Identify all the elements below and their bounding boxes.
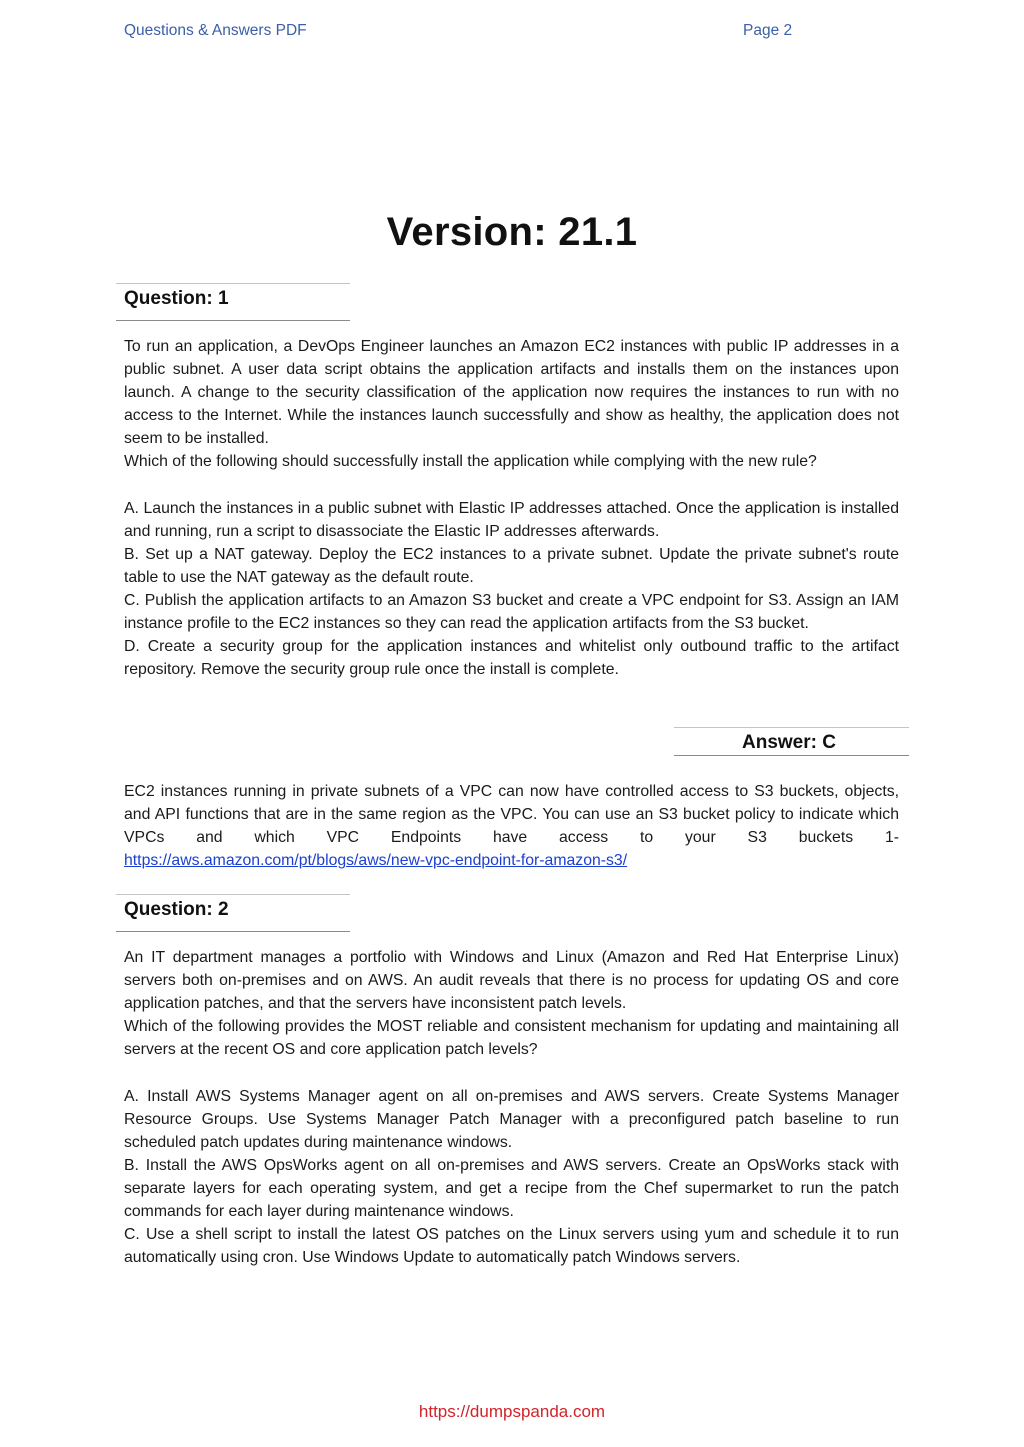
question-2-stem-paragraph: An IT department manages a portfolio with Windows and Linux (Amazon and Red Hat Enterprise Linux) servers both on-premises and on AWS. An audit reveals that there is no process for updating OS and core application patches, and that the servers have inconsistent patch levels.: [124, 949, 899, 1013]
header-title: Questions & Answers PDF: [124, 22, 307, 39]
question-1-heading-box: [116, 283, 350, 321]
question-1-body: [124, 335, 899, 681]
question-1-option-a: A. Launch the instances in a public subnet with Elastic IP addresses attached. Once the application is installed and running, run a script to disassociate the Elastic IP addresses afterwards.: [124, 499, 899, 540]
page-number: Page 2: [743, 22, 793, 39]
question-1-option-b: B. Set up a NAT gateway. Deploy the EC2 instances to a private subnet. Update the private subnet's route table to use the NAT gateway as the default route.: [124, 545, 899, 586]
question-1-heading: Question: 1: [124, 288, 229, 309]
question-1-option-d: D. Create a security group for the application instances and whitelist only outbound traffic to the artifact repository. Remove the security group rule once the install is complete.: [124, 638, 899, 679]
answer-1-box: [674, 727, 909, 756]
question-1-stem-question: Which of the following should successfully install the application while complying with the new rule?: [124, 453, 817, 471]
question-2-heading: Question: 2: [124, 899, 229, 920]
question-2-stem-question: Which of the following provides the MOST reliable and consistent mechanism for updating and maintaining all servers at the recent OS and core application patch levels?: [124, 1018, 899, 1059]
explanation-text: EC2 instances running in private subnets of a VPC can now have controlled access to S3 buckets, objects, and API functions that are in the same region as the VPC. You can use an S3 bucket policy to indicate which VPCs and which VPC Endpoints have access to your S3 buckets 1-: [124, 783, 899, 847]
version-title: Version: 21.1: [386, 210, 638, 254]
reference-link[interactable]: https://aws.amazon.com/pt/blogs/aws/new-vpc-endpoint-for-amazon-s3/: [124, 852, 628, 870]
question-2-option-b: B. Install the AWS OpsWorks agent on all on-premises and AWS servers. Create an OpsWorks stack with separate layers for each operating system, and get a recipe from the Chef supermarket to run the patch commands for each layer during maintenance windows.: [124, 1156, 899, 1221]
question-2-heading-box: [116, 894, 350, 932]
question-1-option-c: C. Publish the application artifacts to an Amazon S3 bucket and create a VPC endpoint for S3. Assign an IAM instance profile to the EC2 instances so they can read the application artifacts from the S3 bucket.: [124, 592, 899, 633]
question-2-body: [124, 946, 899, 1269]
question-1-stem-paragraph: To run an application, a DevOps Engineer launches an Amazon EC2 instances with public IP addresses in a public subnet. A user data script obtains the application artifacts and installs them on the instances upon launch. A change to the security classification of the application now requires the instances to run with no access to the Internet. While the instances launch successfully and show as healthy, the application does not seem to be installed.: [124, 338, 899, 448]
question-2-option-c: C. Use a shell script to install the latest OS patches on the Linux servers using yum and schedule it to run automatically using cron. Use Windows Update to automatically patch Windows servers.: [124, 1226, 899, 1267]
footer-url[interactable]: https://dumpspanda.com: [418, 1402, 606, 1421]
question-2-option-a: A. Install AWS Systems Manager agent on all on-premises and AWS servers. Create Systems Manager Resource Groups. Use Systems Manager Patch Manager with a preconfigured patch baseline to run scheduled patch updates during maintenance windows.: [124, 1087, 899, 1151]
answer-1-explanation: [124, 780, 899, 872]
answer-1-label: Answer: C: [742, 732, 836, 753]
